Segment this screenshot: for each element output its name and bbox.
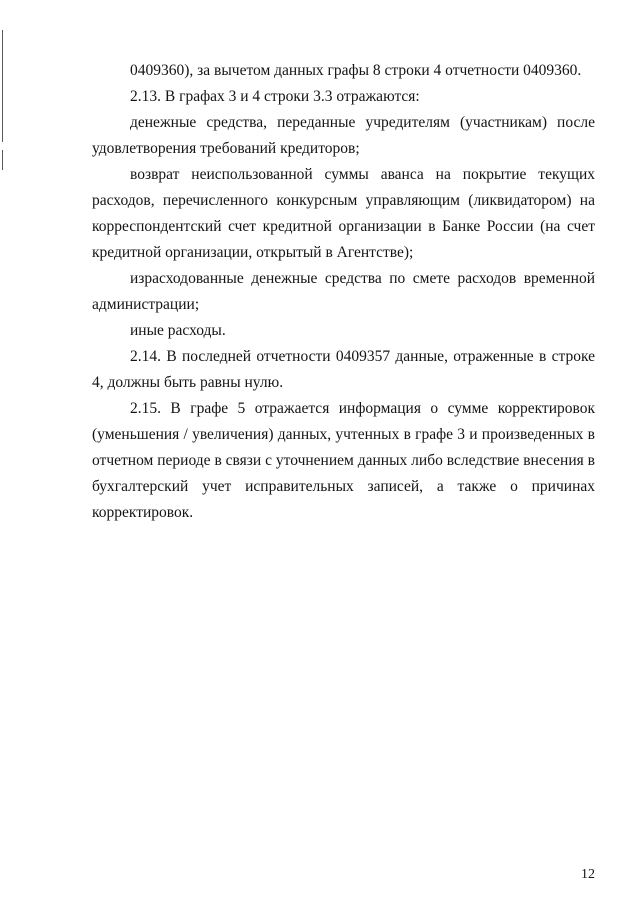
scan-edge-mark xyxy=(2,30,3,142)
body-text xyxy=(92,58,595,526)
paragraph-section-2-15: 2.15. В графе 5 отражается информация о сумме корректировок (уменьшения / увеличения) данных, учтенных в графе 3 и произведенных в отчетном периоде в связи с уточнением данных либо вследствие внесения в бухгалтерский учет исправительных записей, а также о причинах корректировок. xyxy=(92,400,595,521)
paragraph-section-2-13: 2.13. В графах 3 и 4 строки 3.3 отражаются: xyxy=(130,88,420,105)
paragraph: денежные средства, переданные учредителям (участникам) после удовлетворения требований кредиторов; xyxy=(92,114,595,157)
paragraph: иные расходы. xyxy=(130,322,226,339)
paragraph: возврат неиспользованной суммы аванса на покрытие текущих расходов, перечисленного конкурсным управляющим (ликвидатором) на корреспондентский счет кредитной организации в Банке России (на счет кредитной организации, открытый в Агентстве); xyxy=(92,166,595,261)
paragraph-section-2-14: 2.14. В последней отчетности 0409357 данные, отраженные в строке 4, должны быть равны нулю. xyxy=(92,348,595,391)
page-number: 12 xyxy=(581,867,595,882)
scan-edge-mark xyxy=(2,150,3,170)
paragraph: израсходованные денежные средства по смете расходов временной администрации; xyxy=(92,270,595,313)
paragraph: 0409360), за вычетом данных графы 8 строки 4 отчетности 0409360. xyxy=(130,62,582,79)
